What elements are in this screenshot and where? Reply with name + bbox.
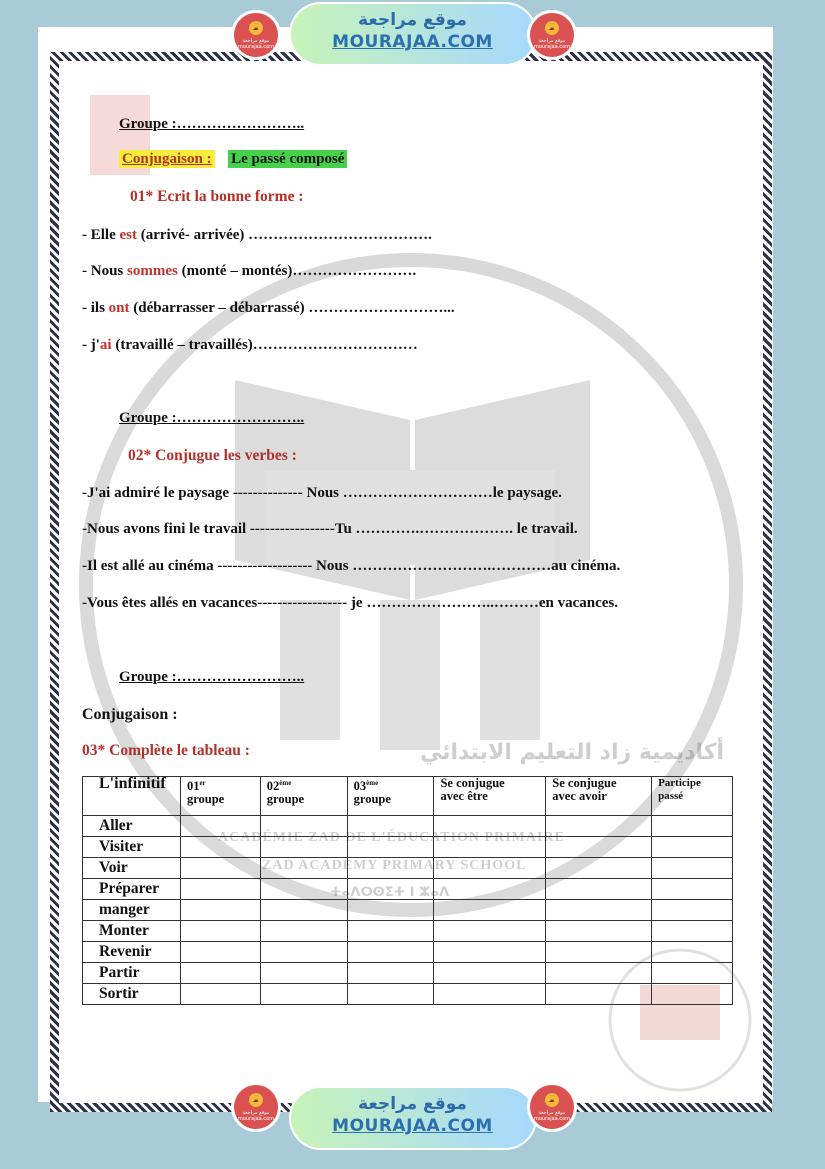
answer-cell[interactable] bbox=[347, 921, 434, 942]
infinitive-cell: Visiter bbox=[83, 837, 181, 858]
exercise-line: - Nous sommes (monté – montés)……………………. bbox=[82, 263, 417, 279]
answer-cell[interactable] bbox=[180, 837, 260, 858]
group-label: Groupe :…………………….. bbox=[119, 410, 305, 426]
answer-cell[interactable] bbox=[652, 816, 733, 837]
header-participe: Participe passé bbox=[652, 777, 733, 816]
exercise-line: -Vous êtes allés en vacances------------------ je ……………………..………en vacances. bbox=[82, 595, 618, 611]
answer-cell[interactable] bbox=[180, 879, 260, 900]
site-badge-bottom[interactable] bbox=[289, 1086, 537, 1150]
site-url: MOURAJAA.COM bbox=[332, 32, 493, 52]
answer-cell[interactable] bbox=[260, 963, 347, 984]
lesson-label: Conjugaison : bbox=[119, 150, 215, 168]
site-logo-icon: ﻣ موقع مراجعة mourajaa.com bbox=[234, 1085, 278, 1129]
answer-cell[interactable] bbox=[652, 837, 733, 858]
answer-cell[interactable] bbox=[652, 879, 733, 900]
answer-cell[interactable] bbox=[434, 816, 546, 837]
table-row bbox=[83, 984, 733, 1005]
infinitive-cell: Monter bbox=[83, 921, 181, 942]
exercise-line: -J'ai admiré le paysage -------------- Nous …………………………le paysage. bbox=[82, 485, 562, 501]
answer-cell[interactable] bbox=[180, 858, 260, 879]
watermark-tifinagh: ⵜⴰⴷⵔⵙⵉⵜ ⵏ ⵣⴰⴷ bbox=[330, 885, 450, 900]
table-row bbox=[83, 963, 733, 984]
answer-cell[interactable] bbox=[434, 921, 546, 942]
lesson-label: Conjugaison : bbox=[82, 706, 178, 723]
exercise-line: - Elle est (arrivé- arrivée) ………………………………. bbox=[82, 227, 432, 243]
infinitive-cell: Revenir bbox=[83, 942, 181, 963]
answer-cell[interactable] bbox=[434, 858, 546, 879]
table-row bbox=[83, 879, 733, 900]
answer-cell[interactable] bbox=[260, 984, 347, 1005]
answer-cell[interactable] bbox=[546, 837, 652, 858]
answer-cell[interactable] bbox=[260, 900, 347, 921]
conjugation-table bbox=[82, 776, 733, 1005]
answer-cell[interactable] bbox=[546, 921, 652, 942]
answer-cell[interactable] bbox=[347, 837, 434, 858]
exercise-title: 01* Ecrit la bonne forme : bbox=[130, 188, 304, 205]
answer-cell[interactable] bbox=[347, 816, 434, 837]
answer-cell[interactable] bbox=[260, 879, 347, 900]
answer-cell[interactable] bbox=[652, 963, 733, 984]
answer-cell[interactable] bbox=[347, 879, 434, 900]
answer-cell[interactable] bbox=[260, 942, 347, 963]
answer-cell[interactable] bbox=[347, 900, 434, 921]
exercise-line: - ils ont (débarrasser – débarrassé) ………………………... bbox=[82, 300, 455, 316]
answer-cell[interactable] bbox=[652, 858, 733, 879]
table-row bbox=[83, 816, 733, 837]
answer-cell[interactable] bbox=[347, 858, 434, 879]
answer-cell[interactable] bbox=[260, 816, 347, 837]
answer-cell[interactable] bbox=[546, 963, 652, 984]
infinitive-cell: Aller bbox=[83, 816, 181, 837]
site-badge-top[interactable] bbox=[289, 2, 537, 66]
answer-cell[interactable] bbox=[434, 837, 546, 858]
exercise-line: -Nous avons fini le travail -----------------Tu ………….………………. le travail. bbox=[82, 521, 578, 537]
site-name-arabic: موقع مراجعة bbox=[358, 10, 467, 30]
answer-cell[interactable] bbox=[434, 963, 546, 984]
answer-cell[interactable] bbox=[652, 921, 733, 942]
answer-cell[interactable] bbox=[260, 921, 347, 942]
answer-cell[interactable] bbox=[546, 900, 652, 921]
answer-cell[interactable] bbox=[347, 963, 434, 984]
answer-cell[interactable] bbox=[347, 942, 434, 963]
site-logo-icon: ﻣ موقع مراجعة mourajaa.com bbox=[530, 13, 574, 57]
exercise-line: -Il est allé au cinéma ------------------- Nous ……………………….…………au cinéma. bbox=[82, 558, 621, 574]
table-row bbox=[83, 942, 733, 963]
answer-cell[interactable] bbox=[546, 858, 652, 879]
table-row bbox=[83, 837, 733, 858]
site-logo-icon: ﻣ موقع مراجعة mourajaa.com bbox=[530, 1085, 574, 1129]
answer-cell[interactable] bbox=[652, 942, 733, 963]
header-etre: Se conjugue avec être bbox=[434, 777, 546, 816]
answer-cell[interactable] bbox=[434, 900, 546, 921]
answer-cell[interactable] bbox=[434, 942, 546, 963]
exercise-title: 02* Conjugue les verbes : bbox=[128, 447, 297, 464]
answer-cell[interactable] bbox=[652, 984, 733, 1005]
answer-cell[interactable] bbox=[652, 900, 733, 921]
answer-cell[interactable] bbox=[347, 984, 434, 1005]
watermark-arabic: أكاديمية زاد التعليم الابتدائي bbox=[420, 740, 725, 765]
answer-cell[interactable] bbox=[180, 921, 260, 942]
answer-cell[interactable] bbox=[546, 984, 652, 1005]
answer-cell[interactable] bbox=[180, 942, 260, 963]
site-name-arabic: موقع مراجعة bbox=[358, 1094, 467, 1114]
header-group-1: 01er groupe bbox=[180, 777, 260, 816]
infinitive-cell: Préparer bbox=[83, 879, 181, 900]
header-infinitif: L'infinitif bbox=[83, 777, 181, 816]
table-row bbox=[83, 900, 733, 921]
answer-cell[interactable] bbox=[546, 816, 652, 837]
answer-cell[interactable] bbox=[180, 963, 260, 984]
answer-cell[interactable] bbox=[260, 858, 347, 879]
watermark-english: ZAD ACADEMY PRIMARY SCHOOL bbox=[262, 858, 527, 873]
lesson-topic: Le passé composé bbox=[228, 150, 347, 168]
table-header-row bbox=[83, 777, 733, 816]
answer-cell[interactable] bbox=[434, 984, 546, 1005]
infinitive-cell: manger bbox=[83, 900, 181, 921]
table-row bbox=[83, 858, 733, 879]
answer-cell[interactable] bbox=[546, 879, 652, 900]
answer-cell[interactable] bbox=[434, 879, 546, 900]
infinitive-cell: Sortir bbox=[83, 984, 181, 1005]
answer-cell[interactable] bbox=[260, 837, 347, 858]
infinitive-cell: Voir bbox=[83, 858, 181, 879]
site-url: MOURAJAA.COM bbox=[332, 1116, 493, 1136]
answer-cell[interactable] bbox=[180, 984, 260, 1005]
lesson-header bbox=[119, 151, 347, 168]
header-group-2: 02ème groupe bbox=[260, 777, 347, 816]
table-row bbox=[83, 921, 733, 942]
infinitive-cell: Partir bbox=[83, 963, 181, 984]
answer-cell[interactable] bbox=[546, 942, 652, 963]
header-avoir: Se conjugue avec avoir bbox=[546, 777, 652, 816]
exercise-title: 03* Complète le tableau : bbox=[82, 742, 250, 759]
group-label: Groupe :…………………….. bbox=[119, 669, 305, 685]
answer-cell[interactable] bbox=[180, 816, 260, 837]
header-group-3: 03ème groupe bbox=[347, 777, 434, 816]
site-logo-icon: ﻣ موقع مراجعة mourajaa.com bbox=[234, 13, 278, 57]
exercise-line: - j'ai (travaillé – travaillés)…………………………… bbox=[82, 337, 418, 353]
watermark-french: ACADÉMIE ZAD DE L'ÉDUCATION PRIMAIRE bbox=[218, 830, 565, 845]
group-label: Groupe :…………………….. bbox=[119, 116, 305, 132]
answer-cell[interactable] bbox=[180, 900, 260, 921]
